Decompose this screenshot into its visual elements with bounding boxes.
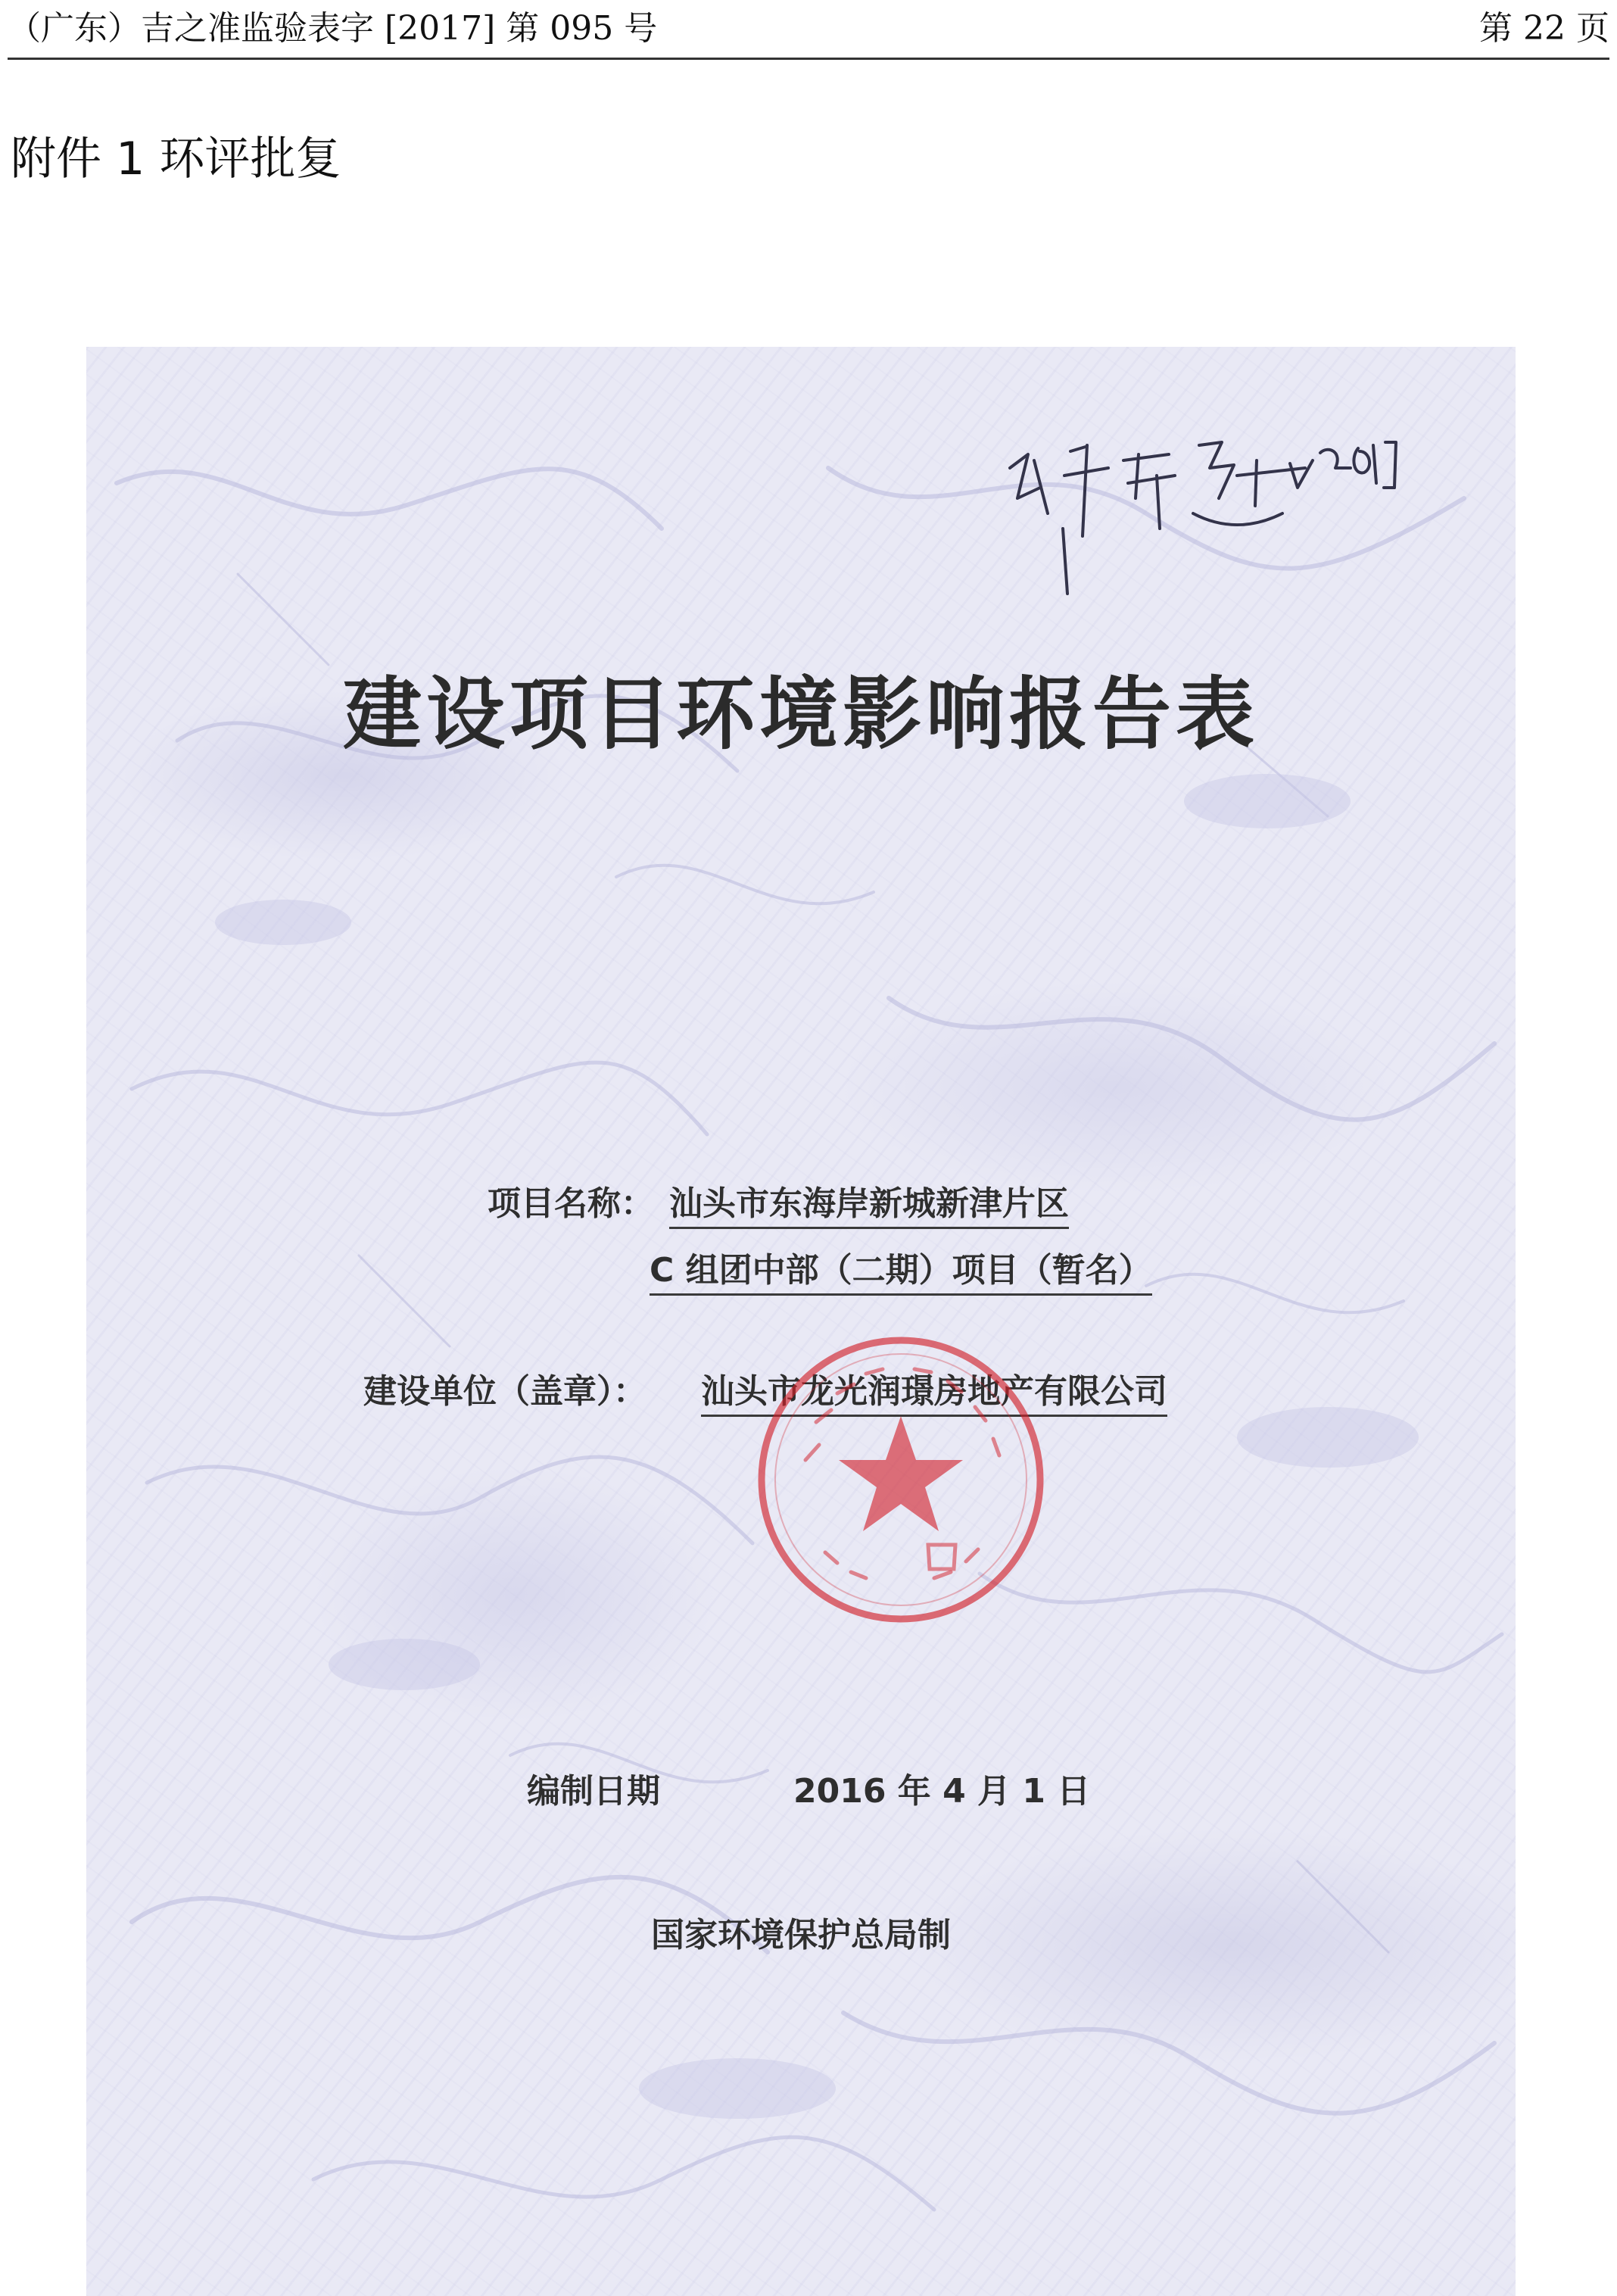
page-number: 第 22 页: [1479, 9, 1609, 48]
document-number: （广东）吉之准监验表字 [2017] 第 095 号: [8, 9, 658, 48]
form-title: 建设项目环境影响报告表: [342, 668, 1259, 760]
page-header: [8, 8, 1609, 60]
handwritten-approval-number: [995, 415, 1419, 597]
section-title: 附件 1 环评批复: [11, 133, 341, 186]
company-seal-stamp: [752, 1331, 1049, 1628]
issuer-text: 国家环境保护总局制: [651, 1916, 951, 1954]
paper-texture: [86, 347, 1516, 2296]
project-name-label: 项目名称：: [488, 1184, 654, 1223]
builder-label: 建设单位（盖章）：: [363, 1372, 646, 1411]
date-label: 编制日期: [527, 1772, 660, 1811]
project-name-line2: C 组团中部（二期）项目（暂名）: [650, 1249, 1152, 1296]
date-value: 2016 年 4 月 1 日: [793, 1772, 1091, 1811]
scanned-attachment: [86, 347, 1516, 2296]
builder-value: 汕头市龙光润璟房地产有限公司: [701, 1371, 1167, 1417]
project-name-line1: 汕头市东海岸新城新津片区: [669, 1183, 1069, 1229]
